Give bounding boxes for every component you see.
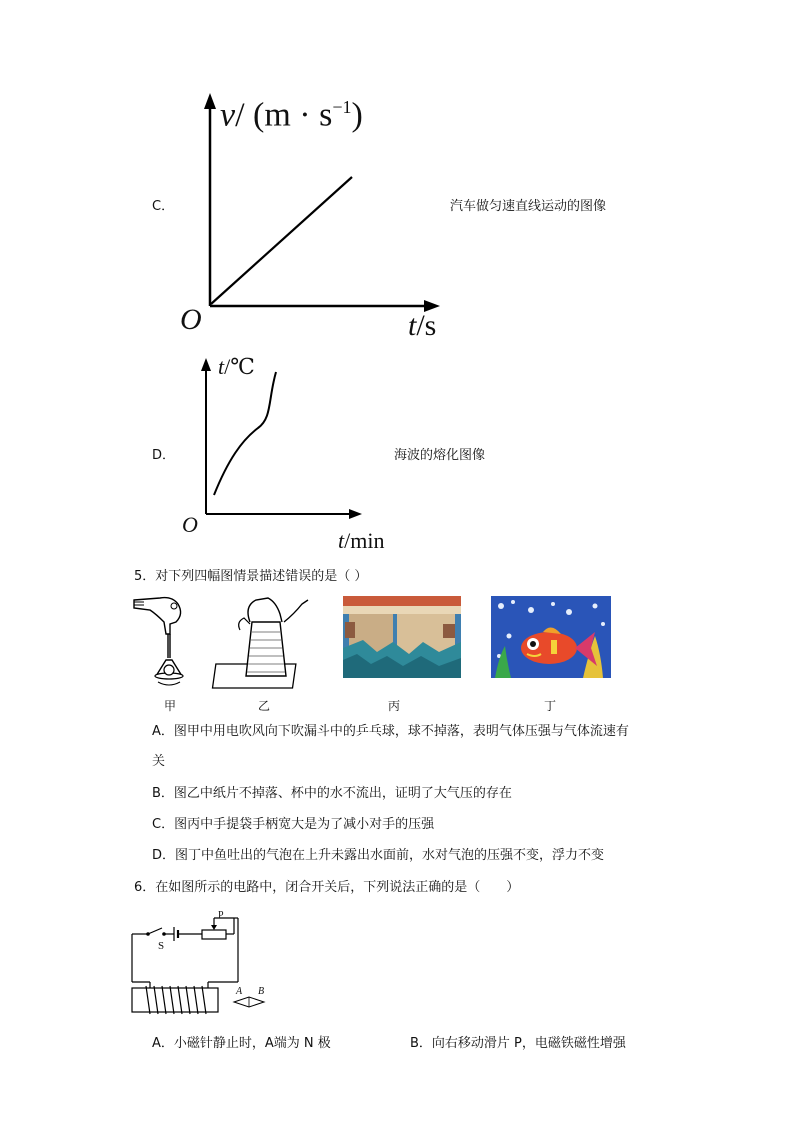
figure-yi-label: 乙 [257,699,270,713]
q5-option-a-cont: 关 [152,754,166,769]
needle-end-a-label: A [236,986,243,997]
melting-axes [180,350,400,555]
q6-option-b: B．向右移动滑片 P，电磁铁磁性增强 [410,1036,626,1051]
figure-jia-dryer-funnel [130,592,210,692]
q5-option-a: A．图甲中用电吹风向下吹漏斗中的乒乓球，球不掉落，表明气体压强与气体流速有 [152,724,629,739]
d-origin-label: O [182,512,198,537]
q5-option-d: D．图丁中鱼吐出的气泡在上升未露出水面前，水对气泡的压强不变，浮力不变 [152,848,605,863]
circuit-slider-label: P [218,910,224,921]
figure-bing-label: 丙 [387,699,400,713]
figure-jia-label: 甲 [163,699,176,713]
d-x-var: t [338,528,345,553]
velocity-time-graph [170,85,450,345]
melting-curve [214,372,276,495]
figure-yi-cup-paper [222,592,312,692]
c-y-close: ) [351,96,363,134]
option-d-letter: D． [152,448,176,463]
circuit-diagram [128,912,278,1022]
q6-stem: 6．在如图所示的电路中，闭合开关后，下列说法正确的是（ ） [134,880,520,895]
option-c-letter: C． [152,199,175,214]
d-y-var: t [218,354,225,379]
c-x-var: t [408,309,417,342]
q6-option-a: A．小磁针静止时，A端为 N 极 [152,1036,331,1051]
c-y-var: v [220,96,236,134]
c-y-axis-label [220,87,363,135]
figure-ding-fish-painting [491,596,611,678]
c-origin-label: O [180,303,202,336]
d-y-unit: /℃ [224,354,255,379]
figure-ding-label: 丁 [543,699,556,713]
figure-bing-bag-photo [343,596,461,678]
c-x-unit: /s [416,309,437,342]
c-x-axis-label [408,309,436,343]
q5-option-b: B．图乙中纸片不掉落、杯中的水不流出，证明了大气压的存在 [152,786,512,801]
needle-end-b-label: B [258,986,265,997]
q5-stem: 5．对下列四幅图情景描述错误的是（ ） [134,569,368,584]
option-d-caption: 海波的熔化图像 [394,448,486,463]
d-x-unit: /min [344,528,385,553]
melting-graph [180,350,400,555]
option-c-caption: 汽车做匀速直线运动的图像 [450,199,607,214]
d-x-axis-label [338,528,384,554]
velocity-line [211,177,352,304]
d-y-axis-label [218,354,255,380]
c-y-unit: / (m · s [235,96,333,134]
c-y-exp: −1 [332,97,352,117]
circuit-switch-label: S [158,940,165,952]
q5-option-c: C．图丙中手提袋手柄宽大是为了减小对手的压强 [152,817,435,832]
